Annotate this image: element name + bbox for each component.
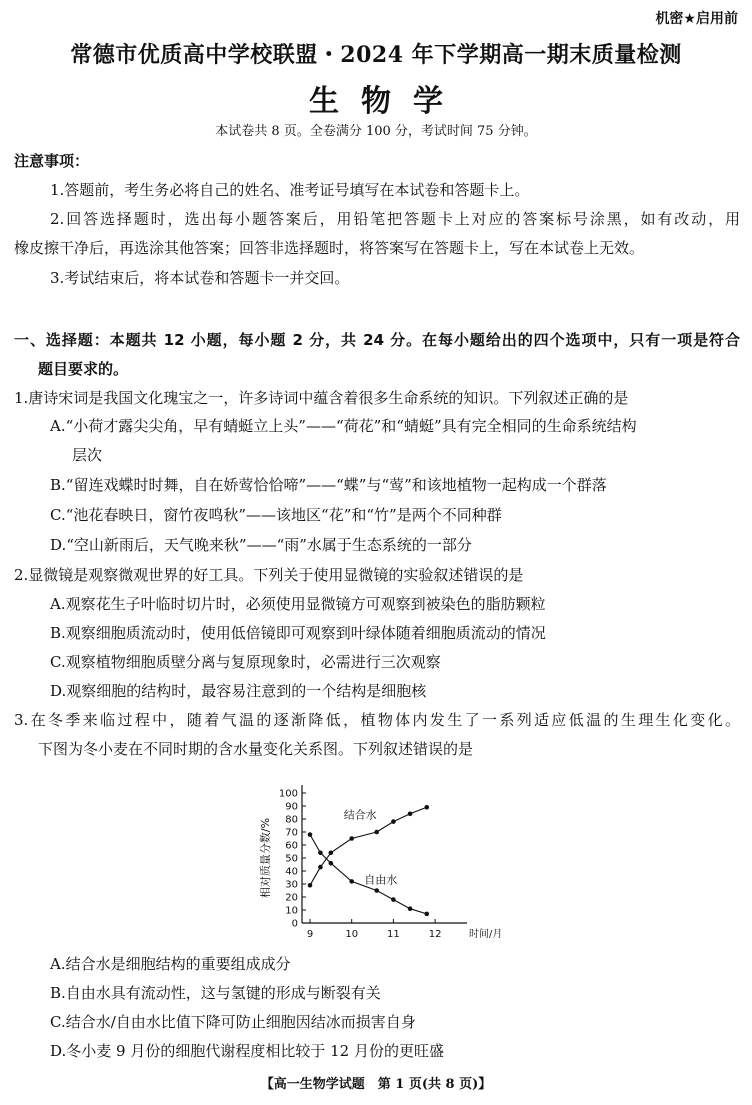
notice-item: 3.考试结束后，将本试卷和答题卡一并交回。 <box>50 269 350 287</box>
y-tick-label: 30 <box>285 879 298 891</box>
option-b: B.“留连戏蝶时时舞，自在娇莺恰恰啼”——“蝶”与“莺”和该地植物一起构成一个群落 <box>50 476 607 494</box>
option-b: B.自由水具有流动性，这与氢键的形成与断裂有关 <box>50 984 381 1002</box>
data-point <box>374 888 379 893</box>
y-tick-label: 50 <box>285 853 298 865</box>
data-point <box>408 812 413 817</box>
data-point <box>349 879 354 884</box>
notice-item: 2.回答选择题时，选出每小题答案后，用铅笔把答题卡上对应的答案标号涂黑，如有改动，用 <box>50 210 740 228</box>
confidential-label: 机密★启用前 <box>655 11 738 27</box>
data-point <box>391 897 396 902</box>
data-point <box>424 805 429 810</box>
exam-title: 常德市优质高中学校联盟・2024 年下学期高一期末质量检测 <box>70 42 682 68</box>
option-c: C.结合水/自由水比值下降可防止细胞因结冰而损害自身 <box>50 1013 416 1031</box>
y-tick-label: 20 <box>285 892 298 904</box>
data-point <box>329 851 334 856</box>
y-tick-label: 10 <box>285 905 298 917</box>
option-d: D.观察细胞的结构时，最容易注意到的一个结构是细胞核 <box>50 682 427 700</box>
data-point <box>408 906 413 911</box>
question-stem: 3.在冬季来临过程中，随着气温的逐渐降低，植物体内发生了一系列适应低温的生理生化变化。 <box>14 711 740 729</box>
y-tick-label: 60 <box>285 840 298 852</box>
notice-item: 1.答题前，考生务必将自己的姓名、准考证号填写在本试卷和答题卡上。 <box>50 181 530 199</box>
y-tick-label: 90 <box>285 801 298 813</box>
x-tick-label: 10 <box>345 929 359 940</box>
data-point <box>349 836 354 841</box>
option-c: C.“池花春映日，窗竹夜鸣秋”——该地区“花”和“竹”是两个不同种群 <box>50 506 502 524</box>
series-label-free-water: 自由水 <box>364 873 398 887</box>
data-point <box>318 851 323 856</box>
section-heading: 题目要求的。 <box>38 360 129 378</box>
y-tick-label: 0 <box>291 918 298 930</box>
option-a-continued: 层次 <box>72 446 103 464</box>
option-b: B.观察细胞质流动时，使用低倍镜即可观察到叶绿体随着细胞质流动的情况 <box>50 624 546 642</box>
data-point <box>308 883 313 888</box>
subject-title: 生物学 <box>309 84 465 119</box>
x-tick-label: 12 <box>428 929 442 940</box>
option-a: A.结合水是细胞结构的重要组成成分 <box>50 955 291 973</box>
section-heading: 一、选择题：本题共 12 小题，每小题 2 分，共 24 分。在每小题给出的四个选项中，只有一项是符合 <box>14 331 740 349</box>
option-c: C.观察植物细胞质壁分离与复原现象时，必需进行三次观察 <box>50 653 441 671</box>
option-d: D.“空山新雨后，天气晚来秋”——“雨”水属于生态系统的一部分 <box>50 536 472 554</box>
y-tick-label: 100 <box>278 788 298 800</box>
exam-info: 本试卷共 8 页。全卷满分 100 分，考试时间 75 分钟。 <box>215 124 537 139</box>
page-footer: 【高一生物学试题 第 1 页(共 8 页)】 <box>260 1077 492 1092</box>
data-point <box>391 819 396 824</box>
y-tick-label: 80 <box>285 814 298 826</box>
x-axis-label: 时间/月 <box>469 929 503 940</box>
x-tick-label: 11 <box>387 929 400 940</box>
y-tick-label: 70 <box>285 827 298 839</box>
question-stem: 1.唐诗宋词是我国文化瑰宝之一，许多诗词中蕴含着很多生命系统的知识。下列叙述正确的是 <box>14 389 629 407</box>
data-point <box>424 912 429 917</box>
x-tick-label: 9 <box>306 929 314 940</box>
data-point <box>329 861 334 866</box>
option-a: A.观察花生子叶临时切片时，必须使用显微镜方可观察到被染色的脂肪颗粒 <box>50 595 546 613</box>
data-point <box>318 865 323 870</box>
question-stem: 下图为冬小麦在不同时期的含水量变化关系图。下列叙述错误的是 <box>38 740 474 758</box>
notice-item: 橡皮擦干净后，再选涂其他答案；回答非选择题时，将答案写在答题卡上，写在本试卷上无效。 <box>14 239 645 257</box>
data-point <box>374 830 379 835</box>
question-stem: 2.显微镜是观察微观世界的好工具。下列关于使用显微镜的实验叙述错误的是 <box>14 566 524 584</box>
option-a: A.“小荷才露尖尖角，早有蜻蜓立上头”——“荷花”和“蜻蜓”具有完全相同的生命系统结构 <box>50 417 637 435</box>
option-d: D.冬小麦 9 月份的细胞代谢程度相比较于 12 月份的更旺盛 <box>50 1042 444 1060</box>
y-tick-label: 40 <box>285 866 298 878</box>
water-content-chart <box>255 785 503 950</box>
y-axis-label: 相对质量分数/% <box>259 817 272 899</box>
series-label-bound-water: 结合水 <box>343 808 377 822</box>
data-point <box>308 832 313 837</box>
notice-heading: 注意事项： <box>14 152 90 170</box>
